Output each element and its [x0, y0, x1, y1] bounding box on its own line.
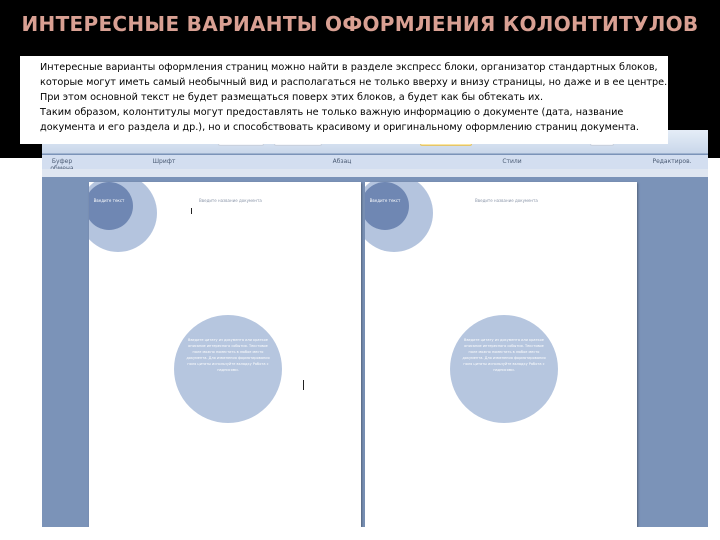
- header-text: Введите название документа: [475, 198, 538, 203]
- body-line: которые могут иметь самый необычный вид и располагаться не только вверху и внизу страницы, но даже и в ее центре.: [40, 77, 668, 89]
- corner-block-inner: [89, 182, 133, 230]
- corner-block-text: Введите текст: [93, 198, 125, 203]
- body-line: Интересные варианты оформления страниц можно найти в разделе экспресс блоки, организатор стандартных блоков,: [40, 62, 658, 73]
- word-screenshot: [42, 130, 708, 527]
- body-line: При этом основной текст не будет размещаться поверх этих блоков, а будет как бы обтекать их.: [40, 92, 544, 104]
- body-line: Таким образом, колонтитулы могут предоставлять не только важную информацию о документе (дата, название: [40, 107, 624, 119]
- corner-block-circle: [365, 182, 433, 252]
- ribbon-group-styles: Стили: [502, 158, 522, 165]
- corner-block-circle: [89, 182, 157, 252]
- ribbon-group-clipboard: Буфер: [51, 158, 73, 165]
- ribbon-group-editing: Редактиров.: [652, 158, 692, 165]
- document-page-left: [89, 182, 361, 527]
- ribbon-group-paragraph: Абзац: [332, 158, 352, 165]
- body-text-box: [20, 56, 668, 144]
- corner-block-inner: [365, 182, 409, 230]
- text-cursor: [191, 208, 192, 214]
- ribbon-group-font: Шрифт: [152, 158, 176, 165]
- center-quote-circle: [450, 315, 558, 423]
- header-text: Введите название документа: [199, 198, 262, 203]
- document-page-right: [365, 182, 637, 527]
- text-cursor: [303, 380, 304, 390]
- center-quote-text: Введите цитату из документа или краткое описание интересного события. Текстовое поле можно поместить в любое место документа. Для изменения форматирования поля цитаты используйте вкладку Работа с надписями.: [462, 338, 546, 372]
- center-quote-text: Введите цитату из документа или краткое описание интересного события. Текстовое поле можно поместить в любое место документа. Для изменения форматирования поля цитаты используйте вкладку Работа с надписями.: [186, 338, 270, 372]
- ruler: [42, 169, 708, 177]
- slide-title: ИНТЕРЕСНЫЕ ВАРИАНТЫ ОФОРМЛЕНИЯ КОЛОНТИТУЛОВ: [21, 12, 699, 36]
- ribbon-group-row: [42, 155, 708, 170]
- body-text: [21, 57, 667, 135]
- body-line: документа и его раздела и др.), но и способствовать красивому и оригинальному оформлению страниц документа.: [40, 122, 639, 134]
- corner-block-text: Введите текст: [369, 198, 401, 203]
- center-quote-circle: [174, 315, 282, 423]
